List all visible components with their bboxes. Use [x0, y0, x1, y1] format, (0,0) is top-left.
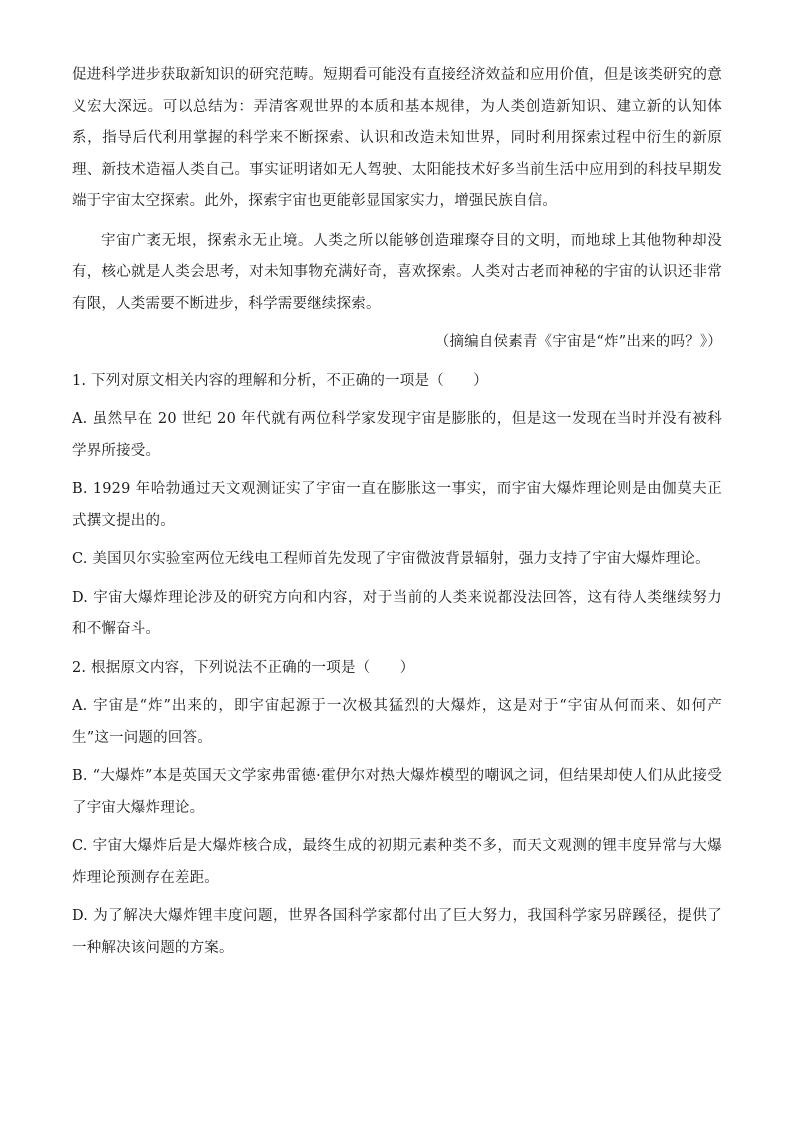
question-1-option-b: B. 1929 年哈勃通过天文观测证实了宇宙一直在膨胀这一事实，而宇宙大爆炸理论则是由伽莫夫正式撰文提出的。	[72, 481, 722, 529]
question-2-option-d: D. 为了解决大爆炸锂丰度问题，世界各国科学家都付出了巨大努力，我国科学家另辟蹊径，提供了一种解决该问题的方案。	[72, 908, 722, 956]
question-2-option-a: A. 宇宙是“炸”出来的，即宇宙起源于一次极其猛烈的大爆炸，这是对于“宇宙从何而来、如何产生”这一问题的回答。	[72, 698, 722, 746]
question-1-option-c: C. 美国贝尔实验室两位无线电工程师首先发现了宇宙微波背景辐射，强力支持了宇宙大爆炸理论。	[72, 551, 710, 567]
document-page	[72, 60, 722, 964]
question-1-stem: 1. 下列对原文相关内容的理解和分析，不正确的一项是（ ）	[72, 372, 488, 389]
passage-paragraph-1: 促进科学进步获取新知识的研究范畴。短期看可能没有直接经济效益和应用价值，但是该类研究的意义宏大深远。可以总结为：弄清客观世界的本质和基本规律，为人类创造新知识、建立新的认知体系，指导后代利用掌握的科学来不断探索、认识和改造未知世界，同时利用探索过程中衍生的新原理、新技术造福人类自己。事实证明诸如无人驾驶、太阳能技术好多当前生活中应用到的科技早期发端于宇宙太空探索。此外，探索宇宙也更能彰显国家实力，增强民族自信。	[72, 67, 722, 209]
question-2-option-b: B. “大爆炸”本是英国天文学家弗雷德·霍伊尔对热大爆炸模型的嘲讽之词，但结果却使人们从此接受了宇宙大爆炸理论。	[72, 768, 722, 816]
question-1-option-d: D. 宇宙大爆炸理论涉及的研究方向和内容，对于当前的人类来说都没法回答，这有待人类继续努力和不懈奋斗。	[72, 589, 722, 637]
question-2-option-c: C. 宇宙大爆炸后是大爆炸核合成，最终生成的初期元素种类不多，而天文观测的锂丰度异常与大爆炸理论预测存在差距。	[72, 838, 722, 886]
passage-source: （摘编自侯素青《宇宙是“炸”出来的吗？》）	[434, 334, 722, 350]
question-1	[72, 366, 722, 646]
question-2	[72, 653, 722, 965]
question-2-stem: 2. 根据原文内容，下列说法不正确的一项是（ ）	[72, 659, 415, 676]
question-1-option-a: A. 虽然早在 20 世纪 20 年代就有两位科学家发现宇宙是膨胀的，但是这一发现在当时并没有被科学界所接受。	[72, 411, 722, 459]
passage-paragraph-2: 宇宙广袤无垠，探索永无止境。人类之所以能够创造璀璨夺目的文明，而地球上其他物种却没有，核心就是人类会思考，对未知事物充满好奇，喜欢探索。人类对古老而神秘的宇宙的认识还非常有限，人类需要不断进步，科学需要继续探索。	[72, 232, 722, 312]
